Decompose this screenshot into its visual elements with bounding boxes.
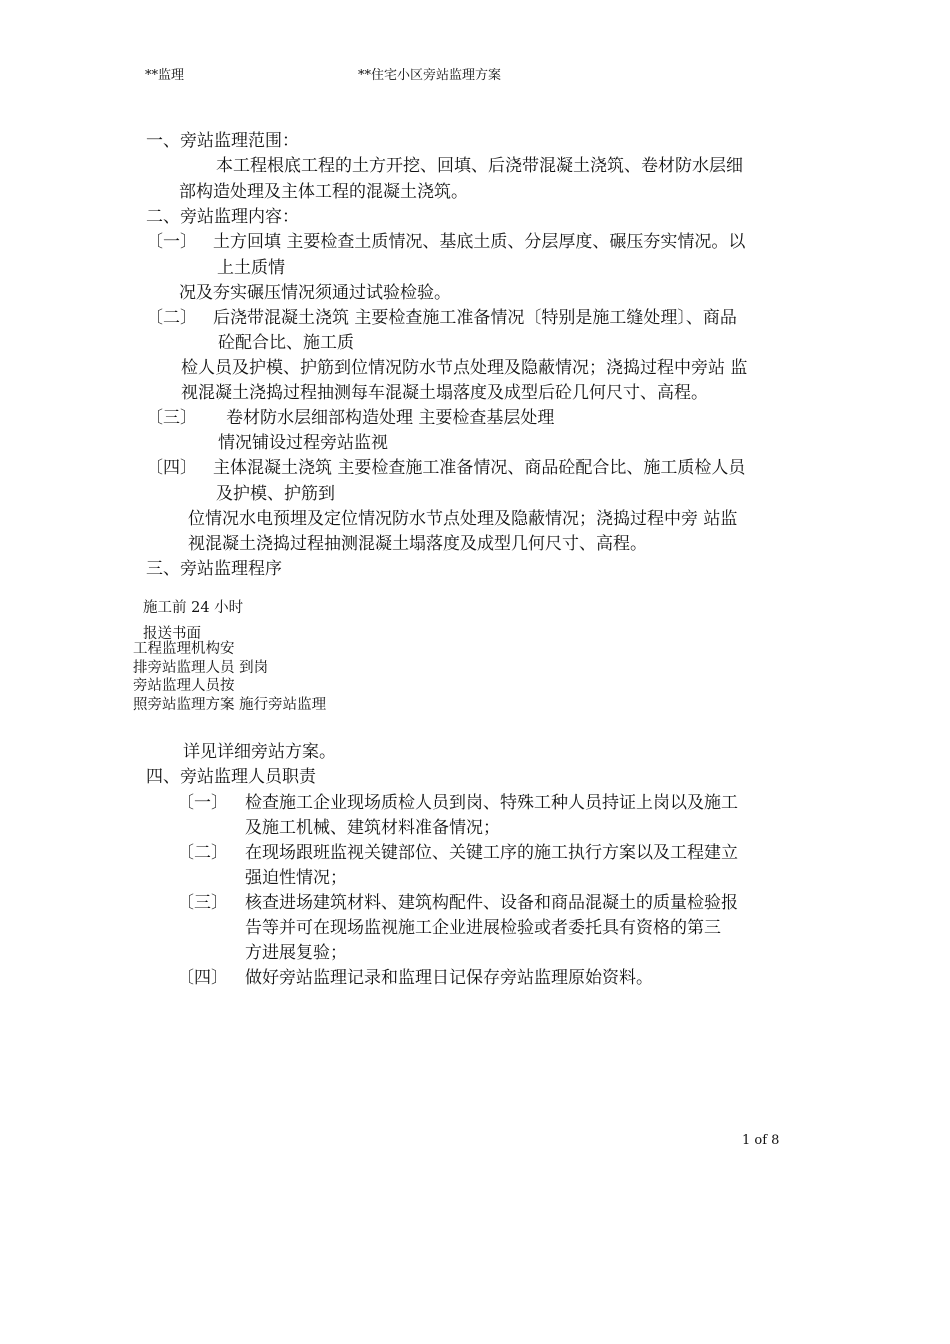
flow-step-4: 排旁站监理人员 到岗	[133, 660, 269, 676]
section-2-item2-line4: 视混凝土浇捣过程抽测每车混凝土塌落度及成型后砼几何尺寸、高程。	[181, 383, 708, 403]
flow-step-5: 旁站监理人员按	[133, 678, 235, 694]
section-2-item2-line3: 检人员及护模、护筋到位情况防水节点处理及隐蔽情况；浇捣过程中旁站 监	[181, 358, 748, 378]
section-4-item4-number: 〔四〕	[177, 968, 228, 988]
section-2-heading: 二、旁站监理内容：	[146, 207, 299, 227]
section-2-item2-line2: 砼配合比、施工质	[218, 333, 354, 353]
section-3-detail: 详见详细旁站方案。	[183, 742, 336, 762]
section-4-item4-line1: 做好旁站监理记录和监理日记保存旁站监理原始资料。	[245, 968, 653, 988]
section-1-para-line2: 部构造处理及主体工程的混凝土浇筑。	[179, 182, 468, 202]
page-number: 1 of 8	[742, 1133, 780, 1148]
flow-step-6: 照旁站监理方案 施行旁站监理	[133, 697, 327, 713]
header-title: **住宅小区旁站监理方案	[358, 68, 502, 83]
section-1-heading: 一、旁站监理范围：	[146, 131, 299, 151]
section-2-item4-line1: 主体混凝土浇筑 主要检查施工准备情况、商品砼配合比、施工质检人员	[213, 458, 746, 478]
section-4-item2-line2: 强迫性情况；	[245, 868, 347, 888]
section-4-item1-number: 〔一〕	[177, 793, 228, 813]
flow-step-2: 报送书面	[143, 626, 201, 642]
section-4-item2-line1: 在现场跟班监视关键部位、关键工序的施工执行方案以及工程建立	[245, 843, 738, 863]
section-2-item3-line1: 卷材防水层细部构造处理 主要检查基层处理	[226, 408, 555, 428]
flow-step-1: 施工前 24 小时	[143, 600, 244, 616]
section-4-heading: 四、旁站监理人员职责	[146, 767, 316, 787]
section-2-item4-number: 〔四〕	[146, 458, 197, 478]
section-1-para-line1: 本工程根底工程的土方开挖、回填、后浇带混凝土浇筑、卷材防水层细	[216, 156, 743, 176]
section-4-item3-line1: 核查进场建筑材料、建筑构配件、设备和商品混凝土的质量检验报	[245, 893, 738, 913]
flow-step-3: 工程监理机构安	[133, 641, 235, 657]
section-2-item4-line2: 及护模、护筋到	[216, 484, 335, 504]
section-4-item2-number: 〔二〕	[177, 843, 228, 863]
section-3-heading: 三、旁站监理程序	[146, 559, 282, 579]
section-4-item3-line3: 方进展复验；	[245, 943, 347, 963]
section-2-item1-number: 〔一〕	[146, 232, 197, 252]
section-2-item2-line1: 后浇带混凝土浇筑 主要检查施工准备情况〔特别是施工缝处理〕、商品	[213, 308, 737, 328]
section-2-item4-line4: 视混凝土浇捣过程抽测混凝土塌落度及成型几何尺寸、高程。	[188, 534, 647, 554]
section-2-item1-line2: 上土质情	[217, 258, 285, 278]
section-2-item1-line3: 况及夯实碾压情况须通过试验检验。	[179, 283, 451, 303]
section-4-item3-line2: 告等并可在现场监视施工企业进展检验或者委托具有资格的第三	[245, 918, 721, 938]
section-2-item2-number: 〔二〕	[146, 308, 197, 328]
section-2-item4-line3: 位情况水电预埋及定位情况防水节点处理及隐蔽情况；浇捣过程中旁 站监	[188, 509, 738, 529]
section-4-item1-line1: 检查施工企业现场质检人员到岗、特殊工种人员持证上岗以及施工	[245, 793, 738, 813]
header-left: **监理	[145, 68, 185, 83]
section-2-item3-line2: 情况铺设过程旁站监视	[218, 433, 388, 453]
section-4-item1-line2: 及施工机械、建筑材料准备情况；	[245, 818, 500, 838]
section-2-item1-line1: 土方回填 主要检查土质情况、基底土质、分层厚度、碾压夯实情况。以	[213, 232, 746, 252]
section-2-item3-number: 〔三〕	[146, 408, 197, 428]
section-4-item3-number: 〔三〕	[177, 893, 228, 913]
